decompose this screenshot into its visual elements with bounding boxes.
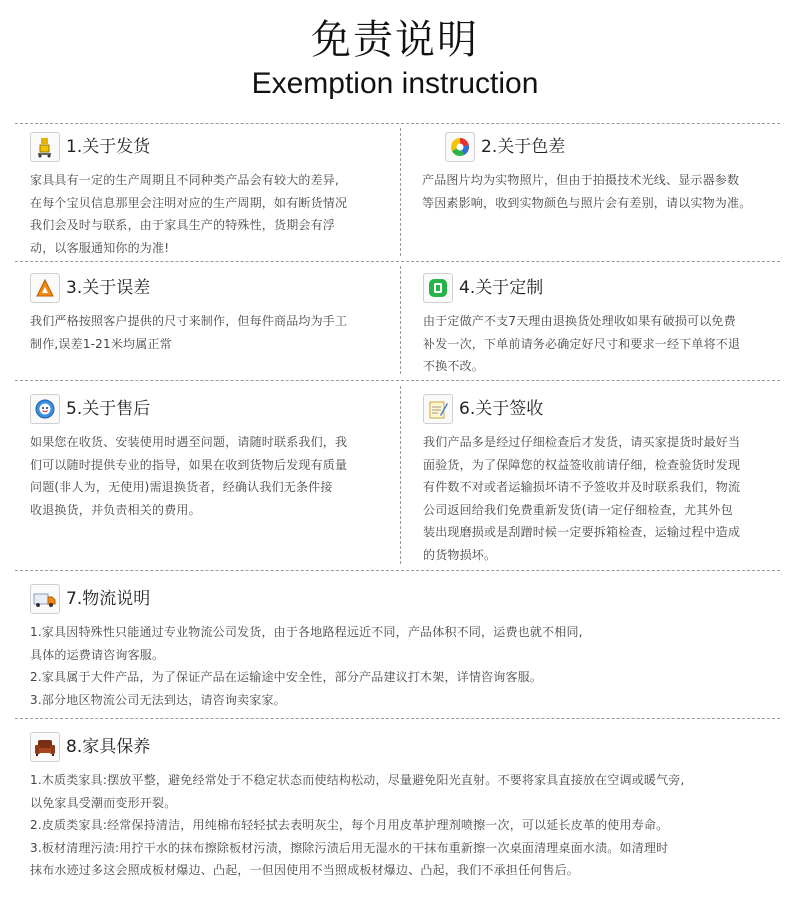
divider (15, 123, 780, 124)
body-line: 等因素影响，收到实物颜色与照片会有差别，请以实物为准。 (422, 195, 752, 210)
body-line: 在每个宝贝信息那里会注明对应的生产周期，如有断货情况 (30, 195, 348, 210)
section-shipping (30, 131, 390, 259)
section-body (30, 431, 390, 521)
section-title: 8.家具保养 (66, 737, 151, 757)
body-line: 我们严格按照客户提供的尺寸来制作，但每件商品均为手工 (30, 314, 348, 328)
body-line: 2.皮质类家具:经常保持清洁，用纯棉布轻轻拭去表明灰尘，每个月用皮革护理剂喷擦一次，可以延长皮革的使用寿命。 (30, 818, 669, 832)
section-title: 2.关于色差 (481, 137, 566, 157)
section-size-tolerance (30, 272, 390, 355)
section-body (30, 169, 390, 259)
section-title: 7.物流说明 (66, 589, 151, 609)
section-title: 3.关于误差 (66, 278, 151, 298)
truck-icon (30, 584, 60, 614)
body-line: 我们会及时与联系，由于家具生产的特殊性，货期会有浮 (30, 218, 336, 232)
divider (15, 718, 780, 719)
section-body (423, 310, 783, 378)
page-title: 免责说明 (311, 17, 479, 63)
divider (15, 261, 780, 262)
body-line: 由于定做产不支7天理由退换货处理收如果有破损可以免费 (423, 314, 736, 328)
section-body (30, 310, 390, 355)
custom-green-icon (423, 273, 453, 303)
section-body (422, 169, 785, 214)
body-line: 具体的运费请咨询客服。 (30, 647, 165, 662)
body-line: 1.家具因特殊性只能通过专业物流公司发货，由于各地路程远近不同，产品体积不同，运费也就不相同, (30, 625, 583, 639)
section-furniture-care (30, 731, 780, 882)
page-subtitle: Exemption instruction (251, 67, 539, 100)
body-line: 家具具有一定的生产周期且不同种类产品会有较大的差异, (30, 173, 340, 187)
body-line: 收退换货，并负责相关的费用。 (30, 502, 201, 517)
body-line: 1.木质类家具:摆放平整，避免经常处于不稳定状态而使结构松动，尽量避免阳光直射。不要将家具直接放在空调或暖气旁, (30, 773, 685, 787)
body-line: 制作,误差1-21米均属正常 (30, 336, 172, 351)
body-line: 3.部分地区物流公司无法到达，请咨询卖家家。 (30, 692, 286, 707)
body-line: 3.板材清理污渍:用拧干水的抹布擦除板材污渍，擦除污渍后用无湿水的干抹布重新擦一次桌面清理桌面水渍。如清理时 (30, 840, 669, 855)
body-line: 抹布水迹过多这会照成板材爆边、凸起，一但因使用不当照成板材爆边、凸起，我们不承担任何售后。 (30, 863, 580, 877)
divider (15, 380, 780, 381)
divider (400, 386, 401, 564)
service-globe-icon (30, 394, 60, 424)
delivery-cart-icon (30, 132, 60, 162)
section-title: 1.关于发货 (66, 137, 151, 157)
section-after-sales (30, 393, 390, 521)
body-line: 我们产品多是经过仔细检查后才发货，请买家提货时最好当 (423, 435, 741, 449)
ruler-triangle-icon (30, 273, 60, 303)
section-color-difference (422, 131, 785, 214)
body-line: 产品图片均为实物照片，但由于拍摄技术光线、显示器参数 (422, 173, 740, 187)
sofa-icon (30, 732, 60, 762)
body-line: 面验货，为了保障您的权益签收前请仔细，检查验货时发现 (423, 457, 741, 472)
body-line: 的货物损坏。 (423, 547, 497, 562)
section-logistics (30, 583, 780, 711)
section-title: 5.关于售后 (66, 399, 151, 419)
body-line: 动，以客服通知你的为准! (30, 240, 170, 255)
section-title: 6.关于签收 (459, 399, 544, 419)
section-body (30, 769, 780, 882)
divider (15, 570, 780, 571)
body-line: 2.家具属于大件产品，为了保证产品在运输途中安全性，部分产品建议打木架，详情咨询客服。 (30, 670, 543, 684)
body-line: 们可以随时提供专业的指导，如果在收到货物后发现有质量 (30, 457, 348, 472)
section-signing (423, 393, 783, 566)
body-line: 不换不改。 (423, 359, 485, 373)
section-customization (423, 272, 783, 378)
section-body (30, 621, 780, 711)
body-line: 以免家具受潮而变形开裂。 (30, 795, 177, 810)
body-line: 如果您在收货、安装使用时遇至问题，请随时联系我们，我 (30, 435, 348, 449)
body-line: 问题(非人为，无使用)需退换货者，经确认我们无条件接 (30, 480, 333, 494)
body-line: 补发一次，下单前请务必确定好尺寸和要求一经下单将不退 (423, 336, 741, 351)
body-line: 有件数不对或者运输损坏请不予签收并及时联系我们，物流 (423, 480, 741, 494)
divider (400, 266, 401, 374)
section-title: 4.关于定制 (459, 278, 544, 298)
color-wheel-icon (445, 132, 475, 162)
body-line: 装出现磨损或是刮蹭时候一定要拆箱检查，运输过程中造成 (423, 525, 741, 539)
body-line: 公司返回给我们免费重新发货(请一定仔细检查，尤其外包 (423, 502, 733, 517)
divider (400, 128, 401, 256)
section-body (423, 431, 783, 566)
sign-note-icon (423, 394, 453, 424)
